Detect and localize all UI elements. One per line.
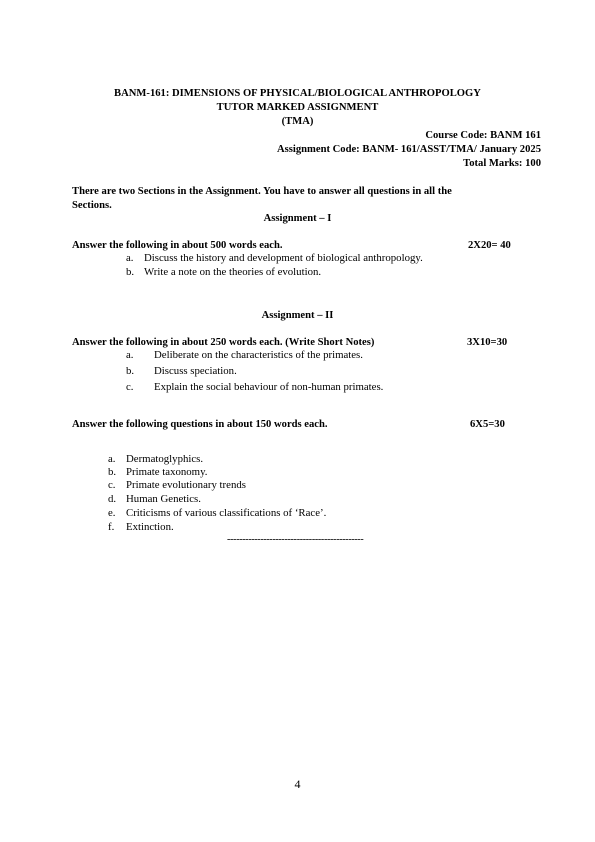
course-code: Course Code: BANM 161 xyxy=(425,130,541,141)
section-3-item-marker: e. xyxy=(108,507,116,519)
total-marks: Total Marks: 100 xyxy=(463,158,541,169)
section-1-title: Assignment – I xyxy=(263,213,332,224)
section-2-title: Assignment – II xyxy=(261,310,334,321)
title-line-3: (TMA) xyxy=(281,116,314,127)
section-3-item-marker: c. xyxy=(108,479,116,491)
section-1-item-text: Discuss the history and development of biological anthropology. xyxy=(144,252,423,264)
section-2-item-text: Explain the social behaviour of non-human primates. xyxy=(154,381,384,393)
section-3-item-text: Dermatoglyphics. xyxy=(126,453,204,465)
page-number: 4 xyxy=(294,777,301,791)
section-3-item-marker: b. xyxy=(108,466,117,478)
instructions-line-2: Sections. xyxy=(72,200,112,211)
section-1-item-marker: b. xyxy=(126,266,135,278)
section-3-item-text: Criticisms of various classifications of ‘Race’. xyxy=(126,507,327,519)
section-3-item-marker: a. xyxy=(108,453,116,465)
section-2-marks: 3X10=30 xyxy=(467,337,508,348)
section-divider: --------------------------------------------- xyxy=(227,534,364,545)
section-2-item-text: Deliberate on the characteristics of the primates. xyxy=(154,349,363,361)
section-2-item-marker: b. xyxy=(126,365,135,377)
section-3-item-text: Human Genetics. xyxy=(126,493,201,505)
title-line-1: BANM-161: DIMENSIONS OF PHYSICAL/BIOLOGICAL ANTHROPOLOGY xyxy=(114,88,481,99)
section-3-marks: 6X5=30 xyxy=(470,419,505,430)
section-3-item-marker: f. xyxy=(108,521,115,533)
title-line-2: TUTOR MARKED ASSIGNMENT xyxy=(216,102,379,113)
section-1-item-marker: a. xyxy=(126,252,134,264)
section-3-item-marker: d. xyxy=(108,493,117,505)
section-1-marks: 2X20= 40 xyxy=(468,240,511,251)
instructions-line-1: There are two Sections in the Assignment. You have to answer all questions in all the xyxy=(72,186,452,197)
section-2-prompt: Answer the following in about 250 words each. (Write Short Notes) xyxy=(72,337,375,348)
assignment-code: Assignment Code: BANM- 161/ASST/TMA/ January 2025 xyxy=(277,144,541,155)
section-1-item-text: Write a note on the theories of evolution. xyxy=(144,266,322,278)
section-2-item-marker: a. xyxy=(126,349,134,361)
section-3-prompt: Answer the following questions in about 150 words each. xyxy=(72,419,328,430)
section-2-item-text: Discuss speciation. xyxy=(154,365,237,377)
section-3-item-text: Primate evolutionary trends xyxy=(126,479,246,491)
section-2-item-marker: c. xyxy=(126,381,134,393)
section-3-item-text: Primate taxonomy. xyxy=(126,466,208,478)
section-3-item-text: Extinction. xyxy=(126,521,174,533)
section-1-prompt: Answer the following in about 500 words each. xyxy=(72,240,283,251)
